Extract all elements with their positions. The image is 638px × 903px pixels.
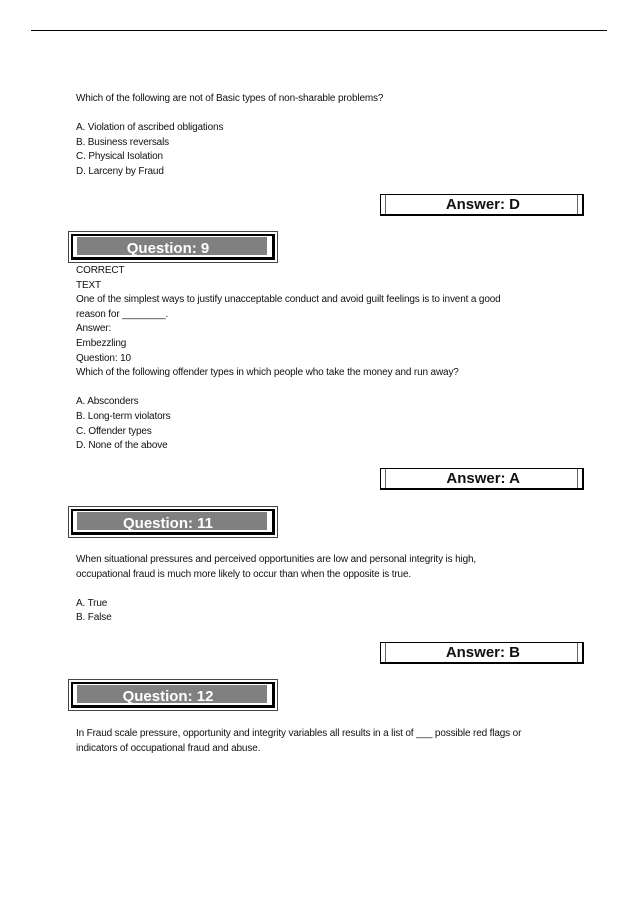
answer-label: Answer: B (445, 644, 520, 661)
spacer (76, 381, 596, 396)
question-type-line: CORRECT (76, 265, 125, 276)
question-header-11 (68, 506, 278, 538)
question-header-fill (76, 512, 268, 530)
question-10-text: Which of the following offender types in which people who take the money and run away? (76, 367, 459, 379)
question-header-12 (68, 679, 278, 711)
answer-heading: Answer: (76, 323, 112, 335)
question-type-line: TEXT (76, 279, 101, 291)
question-12-text: In Fraud scale pressure, opportunity and integrity variables all results in a list of ___ possible red flags or (76, 728, 522, 739)
question-header-fill (76, 237, 268, 255)
answer-label: Answer: A (446, 470, 520, 487)
spacer (76, 582, 596, 597)
option: D. None of the above (76, 440, 168, 452)
option: A. Absconders (76, 396, 139, 408)
answer-box-q11 (380, 642, 584, 664)
question-11-text: occupational fraud is much more likely to occur than when the opposite is true. (76, 568, 412, 580)
option: C. Physical Isolation (76, 151, 163, 163)
question-9-block (76, 264, 596, 454)
option: B. False (76, 612, 112, 624)
question-header-frame (71, 234, 275, 260)
question-10-heading: Question: 10 (76, 352, 131, 364)
question-header-fill (76, 685, 268, 703)
answer-box-q8 (380, 194, 584, 216)
answer-box-q10 (380, 468, 584, 490)
question-12-block (76, 727, 596, 756)
option: A. Violation of ascribed obligations (76, 122, 224, 134)
option: B. Business reversals (76, 136, 169, 148)
answer-label: Answer: D (445, 196, 520, 213)
question-9-text: One of the simplest ways to justify unacceptable conduct and avoid guilt feelings is to invent a good (76, 294, 501, 306)
question-header-label: Question: 9 (126, 240, 210, 257)
question-header-label: Question: 11 (122, 515, 214, 532)
question-header-frame (71, 682, 275, 708)
option: A. True (76, 597, 108, 609)
option: C. Offender types (76, 425, 152, 437)
question-8-block (76, 92, 596, 180)
question-header-9 (68, 231, 278, 263)
spacer (76, 107, 596, 122)
question-12-text: indicators of occupational fraud and abuse. (76, 742, 261, 754)
option: B. Long-term violators (76, 410, 171, 422)
question-11-text: When situational pressures and perceived opportunities are low and personal integrity is high, (76, 554, 477, 565)
header-rule (31, 30, 607, 31)
question-header-frame (71, 509, 275, 535)
question-11-block (76, 553, 596, 626)
option: D. Larceny by Fraud (76, 165, 164, 177)
question-9-text: reason for ________. (76, 308, 169, 320)
question-8-text: Which of the following are not of Basic types of non-sharable problems? (76, 93, 384, 104)
answer-text: Embezzling (76, 337, 127, 349)
question-header-label: Question: 12 (122, 688, 214, 705)
